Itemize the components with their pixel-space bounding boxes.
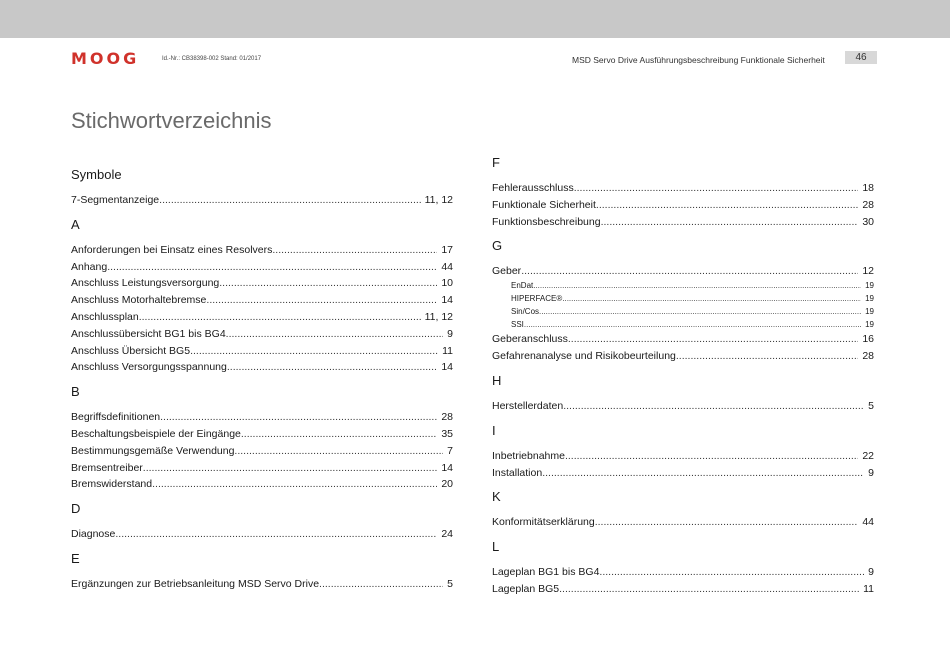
index-entry-term: EnDat: [511, 281, 534, 291]
index-entry-page: 19: [865, 281, 874, 291]
moog-logo: MOOG: [71, 49, 140, 68]
index-entry: [71, 426, 453, 443]
index-entry-page: 9: [447, 327, 453, 340]
dot-leader: [190, 343, 438, 360]
dot-leader: [226, 326, 444, 343]
index-entry: [492, 197, 874, 214]
index-section-heading: D: [71, 501, 81, 517]
index-entry-page: 28: [441, 411, 453, 424]
dot-leader: [599, 564, 864, 581]
index-entry-term: Gefahrenanalyse und Risikobeurteilung: [492, 350, 676, 363]
index-section-heading: I: [492, 422, 496, 438]
dot-leader: [107, 259, 437, 276]
index-entry: [71, 275, 453, 292]
index-entry-page: 7: [447, 444, 453, 457]
index-entry-term: Begriffsdefinitionen: [71, 411, 161, 424]
dot-leader: [206, 292, 437, 309]
index-section-heading: F: [492, 155, 500, 170]
index-entry: [71, 292, 453, 309]
dot-leader: [521, 263, 858, 280]
index-entry-page: 18: [862, 182, 874, 194]
index-entry-term: Fehlerausschluss: [492, 182, 574, 194]
index-entry: [492, 564, 874, 581]
page-title: Stichwortverzeichnis: [71, 108, 272, 133]
index-entry-term: Lageplan BG5: [492, 582, 560, 595]
index-entry-page: 16: [862, 333, 874, 346]
index-section-heading: E: [71, 550, 80, 566]
index-section-heading: L: [492, 539, 500, 555]
index-entry-term: Sin/Cos: [511, 306, 540, 316]
index-entry-page: 24: [441, 528, 453, 541]
index-entry-term: Ergänzungen zur Betriebsanleitung MSD Servo Drive: [71, 577, 320, 590]
index-entry-term: Anschluss Versorgungsspannung: [71, 361, 227, 374]
dot-leader: [542, 465, 864, 482]
index-column-right: [492, 156, 874, 598]
index-entry-term: Anforderungen bei Einsatz eines Resolvers: [71, 243, 273, 256]
dot-leader: [568, 331, 858, 348]
index-entry: [71, 443, 453, 460]
index-entry-page: 5: [447, 577, 453, 590]
index-entry: [492, 331, 874, 348]
dot-leader: [562, 293, 861, 306]
index-entry-page: 12: [862, 265, 874, 278]
index-entry-page: 28: [862, 350, 874, 363]
index-entry-page: 44: [441, 260, 453, 273]
index-entry-page: 10: [441, 277, 453, 290]
index-entry: [71, 576, 453, 593]
index-entry-term: Anschluss Übersicht BG5: [71, 344, 191, 357]
index-entry-page: 9: [868, 566, 874, 579]
index-entry-term: Diagnose: [71, 528, 116, 541]
dot-leader: [601, 214, 859, 231]
dot-leader: [533, 280, 861, 293]
index-entry-page: 11: [863, 582, 874, 595]
index-entry: [492, 448, 874, 465]
dot-leader: [241, 426, 437, 443]
index-entry: [71, 343, 453, 360]
index-entry: [492, 263, 874, 280]
index-entry-page: 44: [862, 516, 874, 529]
index-entry-term: Anschlussplan: [71, 310, 139, 323]
index-entry-page: 20: [441, 478, 453, 491]
index-section-heading: H: [492, 372, 502, 388]
index-entry-term: Installation: [492, 466, 543, 479]
index-entry-term: Geber: [492, 265, 522, 278]
index-section-heading: Symbole: [71, 167, 122, 182]
document-id: Id.-Nr.: CB38398-002 Stand: 01/2017: [162, 56, 262, 62]
index-section-heading: K: [492, 489, 501, 505]
dot-leader: [574, 180, 859, 197]
index-entry: [71, 309, 453, 326]
index-entry-page: 9: [868, 466, 874, 479]
dot-leader: [539, 306, 861, 319]
index-entry: [492, 293, 874, 306]
index-entry-term: Anschluss Motorhaltebremse: [71, 294, 207, 307]
index-entry: [492, 398, 874, 415]
index-entry: [492, 280, 874, 293]
dot-leader: [559, 581, 859, 598]
index-entry-term: Bestimmungsgemäße Verwendung: [71, 444, 235, 457]
index-entry-term: Konformitätserklärung: [492, 516, 595, 529]
index-entry-page: 19: [865, 306, 874, 316]
dot-leader: [563, 398, 864, 415]
index-entry-page: 11, 12: [424, 310, 453, 323]
index-entry-page: 14: [441, 461, 453, 474]
dot-leader: [524, 319, 861, 332]
dot-leader: [565, 448, 858, 465]
index-entry: [71, 526, 453, 543]
index-entry-term: Anhang: [71, 260, 108, 273]
dot-leader: [143, 460, 438, 477]
index-entry: [492, 306, 874, 319]
index-entry-term: Lageplan BG1 bis BG4: [492, 566, 600, 579]
index-entry: [492, 180, 874, 197]
index-entry: [71, 359, 453, 376]
dot-leader: [160, 409, 437, 426]
index-entry-term: Inbetriebnahme: [492, 449, 565, 462]
index-entry-term: Funktionale Sicherheit: [492, 198, 596, 211]
index-entry: [71, 259, 453, 276]
index-entry-page: 35: [441, 427, 453, 440]
index-entry-term: SSI: [511, 319, 524, 329]
index-entry-page: 17: [441, 243, 453, 256]
index-entry-term: Anschlussübersicht BG1 bis BG4: [71, 327, 226, 340]
index-entry: [71, 476, 453, 493]
index-entry-page: 14: [441, 294, 453, 307]
dot-leader: [676, 348, 858, 365]
index-entry: [71, 326, 453, 343]
dot-leader: [595, 514, 859, 531]
dot-leader: [115, 526, 437, 543]
dot-leader: [596, 197, 858, 214]
index-entry: [492, 348, 874, 365]
page-number: 46: [845, 51, 877, 64]
index-entry: [492, 514, 874, 531]
index-section-heading: A: [71, 216, 80, 232]
index-entry-term: Bremsentreiber: [71, 461, 143, 474]
dot-leader: [152, 476, 437, 493]
index-entry-page: 11, 12: [424, 194, 453, 206]
dot-leader: [227, 359, 437, 376]
dot-leader: [139, 309, 421, 326]
index-entry-page: 5: [868, 399, 874, 412]
index-entry-term: Bremswiderstand: [71, 478, 153, 491]
dot-leader: [234, 443, 443, 460]
index-entry-term: HIPERFACE®: [511, 293, 563, 303]
index-entry: [492, 214, 874, 231]
index-column-left: [71, 168, 453, 593]
document-title: MSD Servo Drive Ausführungsbeschreibung Funktionale Sicherheit: [572, 55, 825, 65]
index-section-heading: G: [492, 238, 503, 254]
index-entry: [71, 460, 453, 477]
top-bar: [0, 0, 950, 38]
index-entry: [492, 581, 874, 598]
index-entry-page: 19: [865, 319, 874, 329]
index-entry-page: 14: [441, 361, 453, 374]
index-entry: [492, 319, 874, 332]
index-entry-page: 30: [862, 215, 874, 228]
index-entry-term: Funktionsbeschreibung: [492, 215, 601, 228]
index-entry: [71, 242, 453, 259]
index-entry-term: Anschluss Leistungsversorgung: [71, 277, 220, 290]
index-entry-page: 28: [862, 198, 874, 211]
index-entry: [492, 465, 874, 482]
index-entry-term: Geberanschluss: [492, 333, 568, 346]
index-entry-page: 19: [865, 293, 874, 303]
dot-leader: [272, 242, 437, 259]
dot-leader: [319, 576, 443, 593]
dot-leader: [219, 275, 437, 292]
dot-leader: [159, 192, 420, 209]
index-section-heading: B: [71, 384, 80, 400]
index-entry: [71, 409, 453, 426]
index-entry-page: 22: [862, 449, 874, 462]
index-entry-term: 7-Segmentanzeige: [71, 194, 160, 206]
index-entry: [71, 192, 453, 209]
index-entry-term: Herstellerdaten: [492, 399, 564, 412]
index-entry-page: 11: [442, 344, 453, 357]
index-entry-term: Beschaltungsbeispiele der Eingänge: [71, 427, 241, 440]
